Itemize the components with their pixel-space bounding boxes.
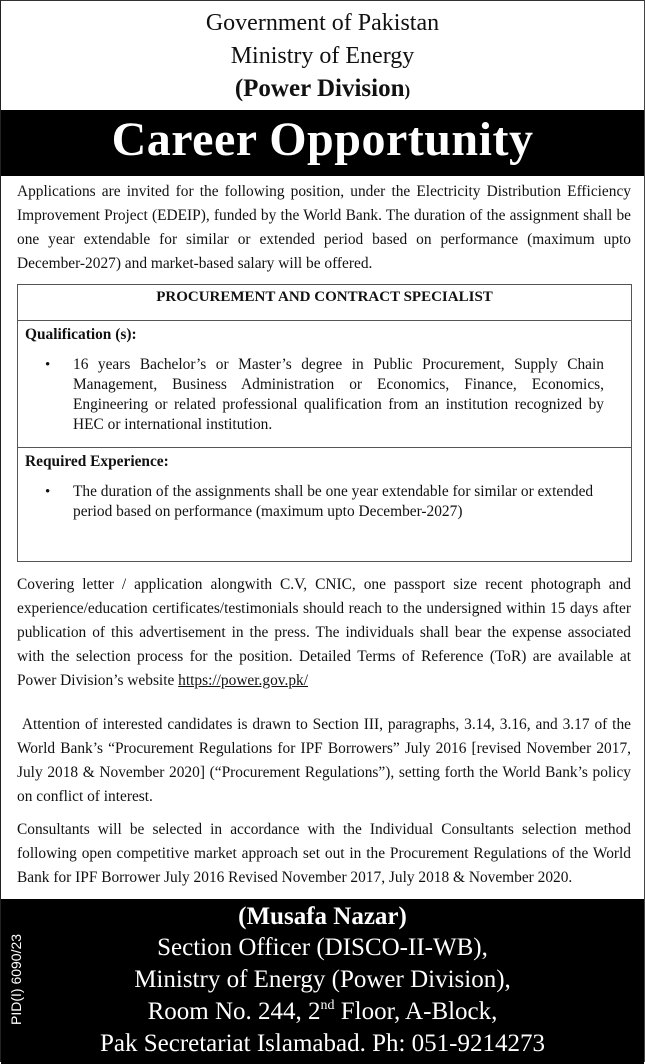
- experience-item: [18, 482, 631, 522]
- signature-block: [1, 899, 644, 1064]
- division-title-text: (Power Division: [234, 75, 405, 102]
- room-ordinal: nd: [320, 998, 335, 1013]
- officer-designation: Section Officer (DISCO-II-WB),: [157, 934, 488, 961]
- position-title: PROCUREMENT AND CONTRACT SPECIALIST: [18, 285, 631, 321]
- career-opportunity-banner: Career Opportunity: [1, 110, 644, 176]
- experience-section: [18, 448, 631, 522]
- header: [1, 1, 644, 109]
- division-title: [1, 75, 644, 105]
- application-text: Covering letter / application alongwith C.V, CNIC, one passport size recent photograph and experience/education certificates/testimonials should reach to the undersigned within 15 days after publication of this advertisement in the press. The individuals shall bear the expense associated with the selection process for the position. Detailed Terms of Reference (ToR) are available at Power Division’s website: [17, 576, 631, 689]
- qualification-label: Qualification (s):: [25, 326, 137, 343]
- application-paragraph: [17, 573, 631, 693]
- room-prefix: Room No. 244, 2: [147, 998, 321, 1025]
- bullet-icon: •: [45, 357, 51, 373]
- office-address: Pak Secretariat Islamabad. Ph: 051-9214273: [99, 1030, 546, 1057]
- officer-ministry: Ministry of Energy (Power Division),: [134, 966, 511, 993]
- qualification-item: [18, 355, 631, 435]
- selection-paragraph: Consultants will be selected in accordance with the Individual Consultants selection method following open competitive market approach set out in the Procurement Regulations of the World Bank for IPF Borrower July 2016 Revised November 2017, July 2018 & November 2020.: [17, 821, 631, 886]
- ministry-title: Ministry of Energy: [230, 43, 415, 69]
- government-title: Government of Pakistan: [205, 10, 440, 36]
- qualification-text: 16 years Bachelor’s or Master’s degree in Public Procurement, Supply Chain Management, Business Administration or Economics, Finance, Economics, Engineering or related professional qualification from an institution recognized by HEC or international institution.: [73, 356, 604, 433]
- experience-label: Required Experience:: [25, 453, 169, 470]
- office-room: [1, 997, 644, 1027]
- room-suffix: Floor, A-Block,: [334, 998, 498, 1025]
- website-link[interactable]: https://power.gov.pk/: [178, 672, 308, 689]
- officer-name: (Musafa Nazar): [238, 903, 407, 930]
- pid-number: PID(I) 6090/23: [8, 933, 24, 1025]
- division-title-close: ): [404, 81, 411, 100]
- experience-text: The duration of the assignments shall be one year extendable for similar or extended period based on performance (maximum upto December-2027): [73, 483, 594, 520]
- intro-paragraph: Applications are invited for the following position, under the Electricity Distribution Efficiency Improvement Project (EDEIP), funded by the World Bank. The duration of the assignment shall be one year extendable for similar or extended period based on performance (maximum upto December-2027) and market-based salary will be offered.: [17, 183, 631, 272]
- bullet-icon: •: [45, 484, 51, 500]
- attention-paragraph: Attention of interested candidates is drawn to Section III, paragraphs, 3.14, 3.16, and 3.17 of the World Bank’s “Procurement Regulations for IPF Borrowers” July 2016 [revised November 2017, July 2018 & November 2020] (“Procurement Regulations”), setting forth the World Bank’s policy on conflict of interest.: [17, 716, 635, 805]
- position-table: [17, 284, 632, 562]
- qualification-section: [18, 321, 631, 448]
